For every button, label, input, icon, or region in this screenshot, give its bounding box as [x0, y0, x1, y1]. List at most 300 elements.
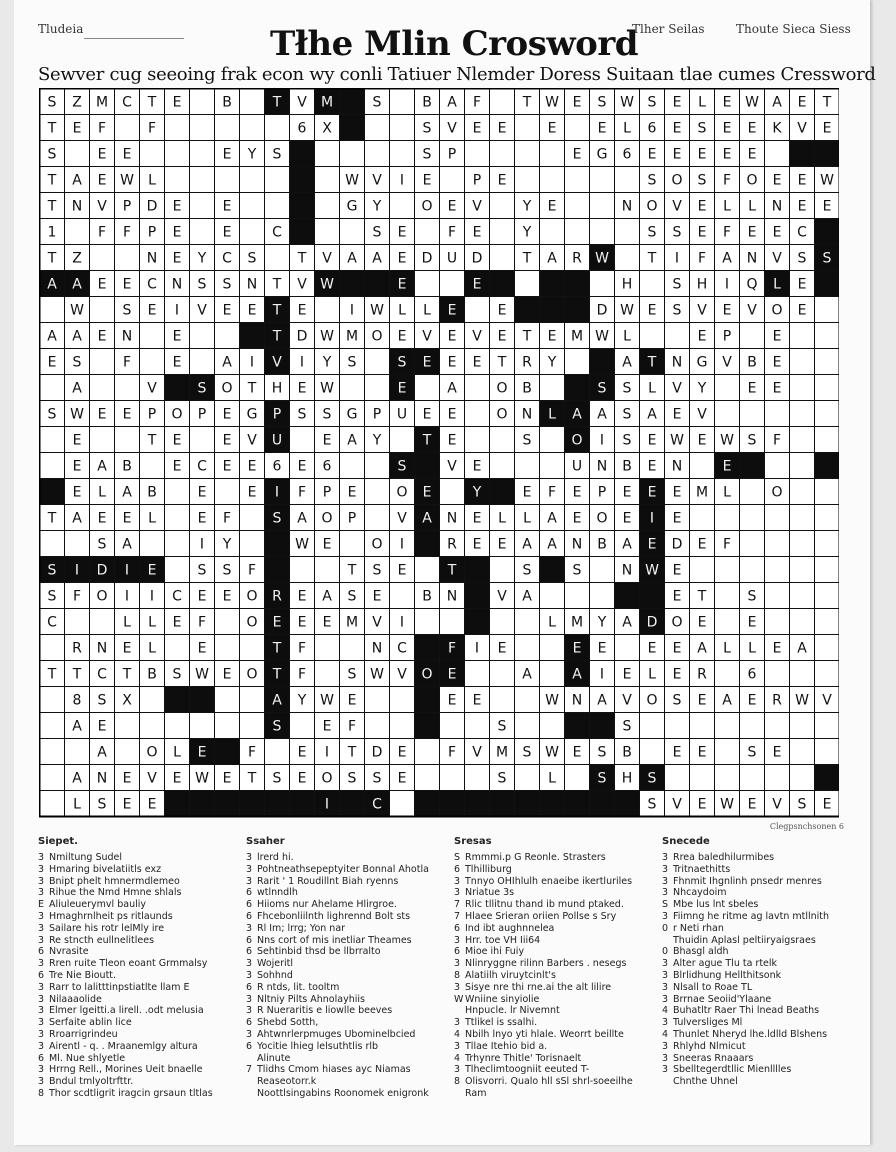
- grid-cell[interactable]: [240, 89, 265, 115]
- grid-cell[interactable]: [765, 453, 790, 479]
- grid-cell[interactable]: [590, 557, 615, 583]
- grid-cell[interactable]: [440, 271, 465, 297]
- grid-cell[interactable]: [590, 219, 615, 245]
- grid-cell[interactable]: [390, 583, 415, 609]
- clue-item[interactable]: [454, 876, 633, 888]
- clue-item[interactable]: [38, 911, 213, 923]
- grid-cell[interactable]: [390, 193, 415, 219]
- grid-cell[interactable]: [790, 505, 815, 531]
- grid-cell[interactable]: [740, 765, 765, 791]
- grid-cell[interactable]: [65, 739, 90, 765]
- clue-item[interactable]: [454, 982, 633, 994]
- clue-item[interactable]: [246, 876, 429, 888]
- grid-cell[interactable]: [165, 505, 190, 531]
- grid-cell[interactable]: [465, 765, 490, 791]
- clue-item[interactable]: [662, 958, 829, 970]
- grid-cell[interactable]: [115, 713, 140, 739]
- grid-cell[interactable]: [790, 661, 815, 687]
- grid-cell[interactable]: [465, 401, 490, 427]
- grid-cell[interactable]: [615, 245, 640, 271]
- crossword-grid[interactable]: [39, 88, 839, 822]
- grid-cell[interactable]: [790, 349, 815, 375]
- grid-cell[interactable]: [740, 531, 765, 557]
- grid-cell[interactable]: [790, 583, 815, 609]
- grid-cell[interactable]: [440, 167, 465, 193]
- grid-cell[interactable]: [365, 713, 390, 739]
- grid-cell[interactable]: [765, 557, 790, 583]
- clue-item[interactable]: [246, 946, 429, 958]
- clue-item[interactable]: [38, 994, 213, 1006]
- grid-cell[interactable]: [515, 687, 540, 713]
- grid-cell[interactable]: [215, 479, 240, 505]
- clue-item[interactable]: [662, 970, 829, 982]
- grid-cell[interactable]: [490, 89, 515, 115]
- grid-cell[interactable]: [640, 323, 665, 349]
- clue-item[interactable]: [38, 1017, 213, 1029]
- grid-cell[interactable]: [715, 765, 740, 791]
- grid-cell[interactable]: [465, 297, 490, 323]
- grid-cell[interactable]: [190, 713, 215, 739]
- clue-item[interactable]: [38, 982, 213, 994]
- clue-item[interactable]: [246, 864, 429, 876]
- grid-cell[interactable]: [140, 323, 165, 349]
- grid-cell[interactable]: [115, 427, 140, 453]
- grid-cell[interactable]: [215, 323, 240, 349]
- grid-cell[interactable]: [815, 427, 840, 453]
- grid-cell[interactable]: [515, 271, 540, 297]
- grid-cell[interactable]: [640, 739, 665, 765]
- grid-cell[interactable]: [40, 765, 65, 791]
- grid-cell[interactable]: [165, 479, 190, 505]
- grid-cell[interactable]: [115, 375, 140, 401]
- grid-cell[interactable]: [690, 765, 715, 791]
- grid-cell[interactable]: [65, 141, 90, 167]
- grid-cell[interactable]: [815, 479, 840, 505]
- clue-item[interactable]: [454, 958, 633, 970]
- grid-cell[interactable]: [540, 583, 565, 609]
- grid-cell[interactable]: [715, 739, 740, 765]
- grid-cell[interactable]: [715, 375, 740, 401]
- clue-item[interactable]: [662, 852, 829, 864]
- clue-item[interactable]: [662, 1041, 829, 1053]
- grid-cell[interactable]: [290, 427, 315, 453]
- grid-cell[interactable]: [715, 661, 740, 687]
- grid-cell[interactable]: [540, 635, 565, 661]
- grid-cell[interactable]: [540, 167, 565, 193]
- grid-cell[interactable]: [215, 687, 240, 713]
- grid-cell[interactable]: [490, 687, 515, 713]
- clue-item[interactable]: [662, 887, 829, 899]
- grid-cell[interactable]: [815, 739, 840, 765]
- clue-item[interactable]: [246, 911, 429, 923]
- grid-cell[interactable]: [40, 635, 65, 661]
- clue-item[interactable]: [454, 852, 633, 864]
- grid-cell[interactable]: [165, 167, 190, 193]
- grid-cell[interactable]: [165, 115, 190, 141]
- grid-cell[interactable]: [190, 115, 215, 141]
- grid-cell[interactable]: [190, 349, 215, 375]
- grid-cell[interactable]: [315, 193, 340, 219]
- grid-cell[interactable]: [90, 245, 115, 271]
- grid-cell[interactable]: [340, 219, 365, 245]
- clue-item[interactable]: [38, 1088, 213, 1100]
- grid-cell[interactable]: [190, 89, 215, 115]
- grid-cell[interactable]: [315, 167, 340, 193]
- grid-cell[interactable]: [340, 453, 365, 479]
- grid-cell[interactable]: [215, 609, 240, 635]
- grid-cell[interactable]: [240, 115, 265, 141]
- grid-cell[interactable]: [65, 531, 90, 557]
- grid-cell[interactable]: [790, 479, 815, 505]
- grid-cell[interactable]: [90, 609, 115, 635]
- grid-cell[interactable]: [165, 141, 190, 167]
- grid-cell[interactable]: [415, 219, 440, 245]
- grid-cell[interactable]: [815, 557, 840, 583]
- grid-cell[interactable]: [790, 427, 815, 453]
- grid-cell[interactable]: [740, 557, 765, 583]
- grid-cell[interactable]: [340, 531, 365, 557]
- grid-cell[interactable]: [765, 765, 790, 791]
- grid-cell[interactable]: [790, 739, 815, 765]
- clue-item[interactable]: [246, 1053, 429, 1065]
- grid-cell[interactable]: [490, 141, 515, 167]
- clue-item[interactable]: [454, 1005, 633, 1017]
- grid-cell[interactable]: [515, 167, 540, 193]
- grid-cell[interactable]: [515, 609, 540, 635]
- grid-cell[interactable]: [415, 609, 440, 635]
- grid-cell[interactable]: [790, 453, 815, 479]
- grid-cell[interactable]: [390, 89, 415, 115]
- grid-cell[interactable]: [165, 713, 190, 739]
- clue-item[interactable]: [38, 864, 213, 876]
- clue-item[interactable]: [38, 935, 213, 947]
- grid-cell[interactable]: [365, 505, 390, 531]
- grid-cell[interactable]: [140, 687, 165, 713]
- clue-item[interactable]: [662, 864, 829, 876]
- grid-cell[interactable]: [815, 635, 840, 661]
- grid-cell[interactable]: [515, 115, 540, 141]
- grid-cell[interactable]: [340, 635, 365, 661]
- grid-cell[interactable]: [565, 167, 590, 193]
- grid-cell[interactable]: [115, 115, 140, 141]
- grid-cell[interactable]: [390, 713, 415, 739]
- grid-cell[interactable]: [440, 479, 465, 505]
- clue-item[interactable]: [662, 899, 829, 911]
- grid-cell[interactable]: [815, 505, 840, 531]
- grid-cell[interactable]: [565, 765, 590, 791]
- clue-item[interactable]: [454, 1041, 633, 1053]
- grid-cell[interactable]: [815, 401, 840, 427]
- grid-cell[interactable]: [790, 323, 815, 349]
- crossword-grid-svg[interactable]: [39, 88, 839, 818]
- clue-item[interactable]: [454, 946, 633, 958]
- grid-cell[interactable]: [615, 167, 640, 193]
- clue-item[interactable]: [454, 1064, 633, 1076]
- clue-item[interactable]: [246, 852, 429, 864]
- grid-cell[interactable]: [465, 427, 490, 453]
- grid-cell[interactable]: [390, 141, 415, 167]
- grid-cell[interactable]: [715, 713, 740, 739]
- grid-cell[interactable]: [40, 375, 65, 401]
- grid-cell[interactable]: [365, 115, 390, 141]
- clue-item[interactable]: [38, 958, 213, 970]
- grid-cell[interactable]: [715, 557, 740, 583]
- grid-cell[interactable]: [390, 791, 415, 817]
- grid-cell[interactable]: [715, 609, 740, 635]
- grid-cell[interactable]: [240, 531, 265, 557]
- grid-cell[interactable]: [815, 297, 840, 323]
- grid-cell[interactable]: [815, 323, 840, 349]
- grid-cell[interactable]: [790, 531, 815, 557]
- grid-cell[interactable]: [565, 349, 590, 375]
- grid-cell[interactable]: [65, 219, 90, 245]
- clue-item[interactable]: [662, 1064, 829, 1076]
- clue-item[interactable]: [454, 1029, 633, 1041]
- clue-item[interactable]: [38, 852, 213, 864]
- grid-cell[interactable]: [765, 401, 790, 427]
- clue-item[interactable]: [246, 1076, 429, 1088]
- grid-cell[interactable]: [740, 479, 765, 505]
- grid-cell[interactable]: [540, 141, 565, 167]
- grid-cell[interactable]: [790, 609, 815, 635]
- clue-item[interactable]: [38, 899, 213, 911]
- grid-cell[interactable]: [40, 739, 65, 765]
- grid-cell[interactable]: [90, 375, 115, 401]
- grid-cell[interactable]: [40, 531, 65, 557]
- grid-cell[interactable]: [140, 713, 165, 739]
- grid-cell[interactable]: [615, 635, 640, 661]
- clue-item[interactable]: [38, 887, 213, 899]
- grid-cell[interactable]: [690, 713, 715, 739]
- grid-cell[interactable]: [190, 193, 215, 219]
- clue-item[interactable]: [454, 923, 633, 935]
- clue-item[interactable]: [246, 1088, 429, 1100]
- grid-cell[interactable]: [765, 609, 790, 635]
- grid-cell[interactable]: [515, 765, 540, 791]
- clue-item[interactable]: [246, 970, 429, 982]
- clue-item[interactable]: [662, 1017, 829, 1029]
- grid-cell[interactable]: [40, 687, 65, 713]
- clue-item[interactable]: [454, 1053, 633, 1065]
- grid-cell[interactable]: [465, 375, 490, 401]
- grid-cell[interactable]: [490, 193, 515, 219]
- grid-cell[interactable]: [90, 297, 115, 323]
- clue-item[interactable]: [38, 1064, 213, 1076]
- clue-item[interactable]: [246, 887, 429, 899]
- grid-cell[interactable]: [415, 375, 440, 401]
- grid-cell[interactable]: [40, 791, 65, 817]
- grid-cell[interactable]: [90, 349, 115, 375]
- clue-item[interactable]: [38, 1029, 213, 1041]
- grid-cell[interactable]: [365, 479, 390, 505]
- clue-item[interactable]: [38, 970, 213, 982]
- grid-cell[interactable]: [415, 739, 440, 765]
- clue-item[interactable]: [662, 946, 829, 958]
- grid-cell[interactable]: [815, 349, 840, 375]
- grid-cell[interactable]: [40, 713, 65, 739]
- grid-cell[interactable]: [240, 687, 265, 713]
- clue-item[interactable]: [662, 911, 829, 923]
- clue-item[interactable]: [38, 923, 213, 935]
- grid-cell[interactable]: [540, 427, 565, 453]
- grid-cell[interactable]: [590, 167, 615, 193]
- clue-item[interactable]: [662, 1029, 829, 1041]
- grid-cell[interactable]: [415, 765, 440, 791]
- grid-cell[interactable]: [165, 531, 190, 557]
- clue-item[interactable]: [246, 1029, 429, 1041]
- grid-cell[interactable]: [765, 505, 790, 531]
- grid-cell[interactable]: [590, 583, 615, 609]
- grid-cell[interactable]: [140, 349, 165, 375]
- clue-item[interactable]: [454, 935, 633, 947]
- grid-cell[interactable]: [765, 661, 790, 687]
- grid-cell[interactable]: [465, 661, 490, 687]
- grid-cell[interactable]: [440, 765, 465, 791]
- grid-cell[interactable]: [290, 557, 315, 583]
- grid-cell[interactable]: [490, 609, 515, 635]
- grid-cell[interactable]: [240, 193, 265, 219]
- clue-item[interactable]: [246, 935, 429, 947]
- clue-item[interactable]: [246, 1017, 429, 1029]
- grid-cell[interactable]: [815, 661, 840, 687]
- grid-cell[interactable]: [365, 453, 390, 479]
- grid-cell[interactable]: [190, 219, 215, 245]
- grid-cell[interactable]: [765, 141, 790, 167]
- grid-cell[interactable]: [115, 245, 140, 271]
- clue-item[interactable]: [662, 935, 829, 947]
- grid-cell[interactable]: [240, 635, 265, 661]
- clue-item[interactable]: [662, 1053, 829, 1065]
- clue-item[interactable]: [38, 946, 213, 958]
- clue-item[interactable]: [38, 1041, 213, 1053]
- grid-cell[interactable]: [390, 687, 415, 713]
- clue-item[interactable]: [246, 982, 429, 994]
- grid-cell[interactable]: [390, 427, 415, 453]
- grid-cell[interactable]: [565, 193, 590, 219]
- clue-item[interactable]: [246, 1064, 429, 1076]
- grid-cell[interactable]: [165, 557, 190, 583]
- grid-cell[interactable]: [240, 713, 265, 739]
- grid-cell[interactable]: [590, 193, 615, 219]
- grid-cell[interactable]: [440, 713, 465, 739]
- grid-cell[interactable]: [790, 401, 815, 427]
- grid-cell[interactable]: [140, 531, 165, 557]
- clue-item[interactable]: [246, 923, 429, 935]
- grid-cell[interactable]: [465, 141, 490, 167]
- clue-item[interactable]: [454, 899, 633, 911]
- grid-cell[interactable]: [365, 375, 390, 401]
- grid-cell[interactable]: [215, 115, 240, 141]
- grid-cell[interactable]: [640, 271, 665, 297]
- grid-cell[interactable]: [565, 115, 590, 141]
- grid-cell[interactable]: [765, 713, 790, 739]
- grid-cell[interactable]: [515, 635, 540, 661]
- grid-cell[interactable]: [90, 427, 115, 453]
- grid-cell[interactable]: [715, 583, 740, 609]
- clue-item[interactable]: [662, 923, 829, 935]
- grid-cell[interactable]: [315, 297, 340, 323]
- clue-item[interactable]: [38, 1005, 213, 1017]
- grid-cell[interactable]: [315, 661, 340, 687]
- grid-cell[interactable]: [415, 557, 440, 583]
- grid-cell[interactable]: [490, 557, 515, 583]
- grid-cell[interactable]: [190, 167, 215, 193]
- clue-item[interactable]: [246, 1041, 429, 1053]
- grid-cell[interactable]: [540, 375, 565, 401]
- grid-cell[interactable]: [590, 271, 615, 297]
- clue-item[interactable]: [454, 1076, 633, 1088]
- grid-cell[interactable]: [815, 375, 840, 401]
- grid-cell[interactable]: [240, 505, 265, 531]
- grid-cell[interactable]: [40, 453, 65, 479]
- grid-cell[interactable]: [140, 453, 165, 479]
- grid-cell[interactable]: [365, 687, 390, 713]
- grid-cell[interactable]: [340, 141, 365, 167]
- clue-item[interactable]: [246, 899, 429, 911]
- grid-cell[interactable]: [540, 453, 565, 479]
- grid-cell[interactable]: [240, 167, 265, 193]
- grid-cell[interactable]: [565, 219, 590, 245]
- clue-item[interactable]: [454, 1088, 633, 1100]
- grid-cell[interactable]: [640, 713, 665, 739]
- grid-cell[interactable]: [765, 583, 790, 609]
- clue-item[interactable]: [246, 958, 429, 970]
- grid-cell[interactable]: [265, 167, 290, 193]
- grid-cell[interactable]: [790, 557, 815, 583]
- grid-cell[interactable]: [440, 609, 465, 635]
- grid-cell[interactable]: [265, 115, 290, 141]
- grid-cell[interactable]: [615, 219, 640, 245]
- grid-cell[interactable]: [815, 583, 840, 609]
- grid-cell[interactable]: [315, 219, 340, 245]
- grid-cell[interactable]: [740, 323, 765, 349]
- clue-item[interactable]: [662, 982, 829, 994]
- grid-cell[interactable]: [790, 713, 815, 739]
- grid-cell[interactable]: [315, 557, 340, 583]
- grid-cell[interactable]: [565, 583, 590, 609]
- grid-cell[interactable]: [190, 141, 215, 167]
- grid-cell[interactable]: [215, 713, 240, 739]
- grid-cell[interactable]: [240, 219, 265, 245]
- grid-cell[interactable]: [490, 661, 515, 687]
- grid-cell[interactable]: [740, 401, 765, 427]
- grid-cell[interactable]: [315, 635, 340, 661]
- grid-cell[interactable]: [665, 713, 690, 739]
- grid-cell[interactable]: [490, 245, 515, 271]
- clue-item[interactable]: [454, 994, 633, 1006]
- clue-item[interactable]: [662, 876, 829, 888]
- grid-cell[interactable]: [740, 505, 765, 531]
- clue-item[interactable]: [454, 911, 633, 923]
- grid-cell[interactable]: [65, 609, 90, 635]
- grid-cell[interactable]: [740, 713, 765, 739]
- clue-item[interactable]: [662, 1005, 829, 1017]
- grid-cell[interactable]: [515, 713, 540, 739]
- grid-cell[interactable]: [465, 713, 490, 739]
- clue-item[interactable]: [662, 994, 829, 1006]
- grid-cell[interactable]: [315, 141, 340, 167]
- grid-cell[interactable]: [665, 323, 690, 349]
- clue-item[interactable]: [454, 887, 633, 899]
- grid-cell[interactable]: [790, 765, 815, 791]
- grid-cell[interactable]: [515, 453, 540, 479]
- grid-cell[interactable]: [140, 141, 165, 167]
- grid-cell[interactable]: [165, 635, 190, 661]
- grid-cell[interactable]: [815, 609, 840, 635]
- clue-item[interactable]: [246, 1005, 429, 1017]
- grid-cell[interactable]: [265, 193, 290, 219]
- grid-cell[interactable]: [490, 427, 515, 453]
